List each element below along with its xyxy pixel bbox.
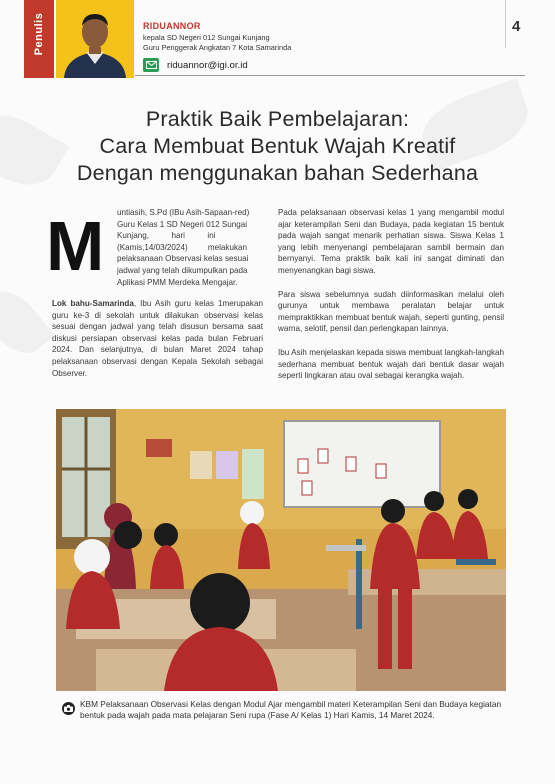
paragraph: Pada pelaksanaan observasi kelas 1 yang mengambil modul ajar keterampilan Seni dan Budaya, pada kegiatan 15 bentuk pada wajah sangat menarik perhatian siswa. Siswa Kelas 1 yang lebih menyenangi pembelajaran sambil bermain dan bernyanyi. Tema praktik baik kali ini sangat diminati dan menyenangkan bagi siswa. [278,208,504,275]
page-number: 4 [512,18,521,35]
background-decoration [0,281,55,364]
article-title-line: Dengan menggunakan bahan Sederhana [76,161,479,185]
article-title-line: Cara Membuat Bentuk Wajah Kreatif [99,134,456,158]
envelope-icon [143,58,159,72]
text-line: Aplikasi PMM Merdeka Mengajar. [117,277,238,287]
paragraph [52,298,263,379]
page-number-divider [505,0,506,48]
classroom-photo [56,409,506,691]
email-link[interactable]: riduannor@igi.or.id [167,59,248,71]
dateline: Lok bahu-Samarinda [52,299,134,308]
photo-caption: KBM Pelaksanaan Observasi Kelas dengan Modul Ajar mengambil materi Keterampilan Seni dan Budaya kegiatan bentuk pada wajah pada mata pelajaran Seni rupa (Fase A/ Kelas 1) Hari Kamis, 14 Maret 2024. [80,699,502,721]
left-column-intro [117,207,262,288]
author-name: RIDUANNOR [143,21,201,31]
section-tab [24,0,54,78]
text-line: untiasih, S.Pd (IBu Asih-Sapaan-red) [117,208,250,217]
author-photo [56,0,134,78]
left-column-body [52,298,263,386]
text-line: Guru Kelas 1 SD Negeri 012 Sungai [117,219,248,229]
paragraph: Ibu Asih menjelaskan kepada siswa membuat langkah-langkah sederhana membuat bentuk wajah dari bentuk dasar wajah seperti lingkaran atau oval sebagai kerangka wajah. [278,347,504,381]
section-tab-label: Penulis [33,12,45,56]
article-title-line: Praktik Baik Pembelajaran: [145,107,410,131]
author-header [0,0,555,80]
camera-icon [62,702,75,715]
right-column [278,207,504,389]
paragraph: Para siswa sebelumnya sudah diinformasikan melalui oleh gurunya untuk membawa peralatan belajar untuk mempraktikkan membuat bentuk wajah, seperti gunting, pensil warna, selotif, pensil dan perlengkapan lainnya. [278,289,504,334]
paragraph-text: , Ibu Asih guru kelas 1merupakan guru ke-3 di sekolah untuk dilakukan observasi kelas sesuai dengan jadwal yang telah disusun bersama saat diskusi persiapan observasi kelas pada bulan Februari 2024. Dan selanjutnya, di bulan Maret 2024 tahap pelaksanaan observasi dengan Kepala Sekolah sebagai Observer. [52,299,263,378]
text-line: pelaksanaan Observasi kelas sesuai [117,254,249,264]
text-line: Kunjang, hari ini [117,231,216,241]
author-position: Guru Penggerak Angkatan 7 Kota Samarinda [143,43,292,52]
text-line: jadwal yang telah dikumpulkan pada [117,265,248,275]
author-position: kepala SD Negeri 012 Sungai Kunjang [143,33,270,42]
header-divider [135,75,525,76]
text-line: (Kamis,14/03/2024) melakukan [117,242,248,252]
email-row [143,56,248,74]
drop-cap: M [46,207,105,285]
